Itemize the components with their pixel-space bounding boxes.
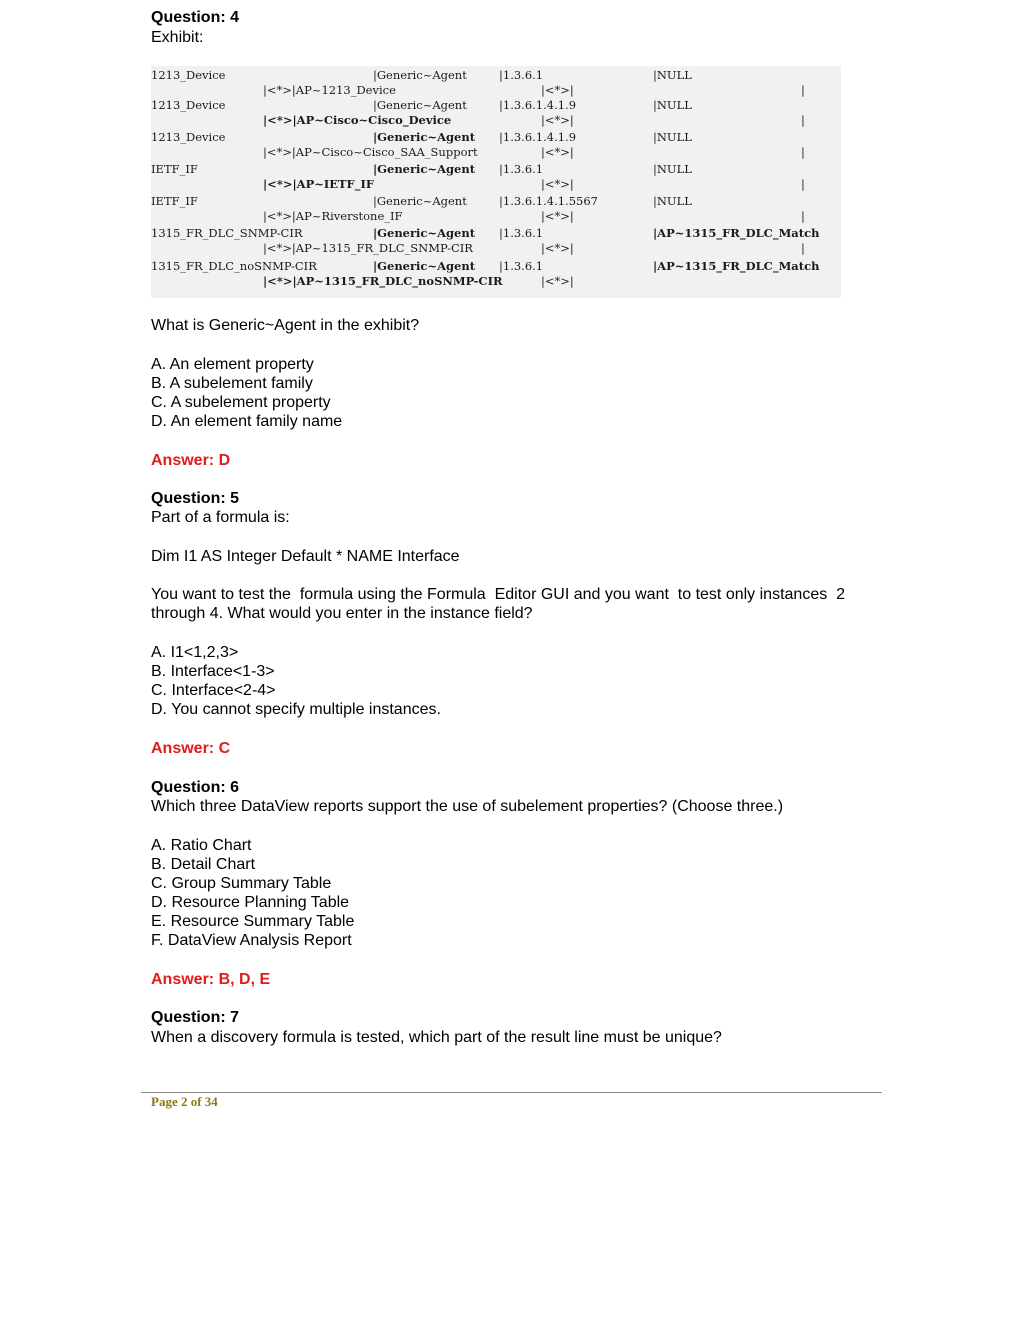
q6-option-a: A. Ratio Chart xyxy=(151,837,252,854)
exhibit-cell-sep2: |<*>| xyxy=(541,145,574,159)
footer-divider xyxy=(141,1092,882,1093)
exhibit-cell-sep1: |<*>|AP~1315_FR_DLC_SNMP-CIR xyxy=(263,241,473,255)
exhibit-cell-family: |Generic~Agent xyxy=(373,130,476,144)
q6-option-d: D. Resource Planning Table xyxy=(151,894,350,911)
exhibit-cell-family: |Generic~Agent xyxy=(373,259,476,273)
exhibit-cell-name: IETF_IF xyxy=(151,162,198,176)
exhibit-cell-sep1: |<*>|AP~IETF_IF xyxy=(263,177,375,191)
q5-option-d: D. You cannot specify multiple instances. xyxy=(151,701,441,718)
q6-answer: Answer: B, D, E xyxy=(151,971,271,988)
exhibit-cell-prop: |NULL xyxy=(653,130,692,144)
q6-option-f: F. DataView Analysis Report xyxy=(151,932,352,949)
question-4-title: Question: 4 xyxy=(151,9,240,26)
exhibit-label: Exhibit: xyxy=(151,29,204,46)
exhibit-cell-oid: |1.3.6.1.4.1.9 xyxy=(499,130,577,144)
exhibit-cell-name: IETF_IF xyxy=(151,194,198,208)
q5-answer: Answer: C xyxy=(151,740,231,757)
exhibit-cell-sep2: |<*>| xyxy=(541,83,574,97)
question-5-intro: Part of a formula is: xyxy=(151,509,290,526)
exhibit-cell-oid: |1.3.6.1 xyxy=(499,68,544,82)
q4-option-d: D. An element family name xyxy=(151,413,343,430)
exhibit-cell-end: | xyxy=(801,113,805,127)
exhibit-cell-end: | xyxy=(801,177,805,191)
q5-option-c: C. Interface<2-4> xyxy=(151,682,276,699)
exhibit-cell-name: 1315_FR_DLC_SNMP-CIR xyxy=(151,226,303,240)
exhibit-cell-end: | xyxy=(801,145,805,159)
question-6-text: Which three DataView reports support the use of subelement properties? (Choose three.) xyxy=(151,798,784,815)
exhibit-image xyxy=(151,66,841,298)
exhibit-cell-sep2: |<*>| xyxy=(541,209,574,223)
exhibit-cell-oid: |1.3.6.1 xyxy=(499,226,544,240)
exhibit-cell-sep1: |<*>|AP~1315_FR_DLC_noSNMP-CIR xyxy=(263,274,503,288)
formula-code: Dim I1 AS Integer Default * NAME Interface xyxy=(151,548,460,565)
exhibit-cell-prop: |NULL xyxy=(653,98,692,112)
exhibit-cell-name: 1315_FR_DLC_noSNMP-CIR xyxy=(151,259,317,273)
exhibit-cell-end: | xyxy=(801,209,805,223)
exhibit-cell-oid: |1.3.6.1 xyxy=(499,162,544,176)
exhibit-cell-oid: |1.3.6.1.4.1.9 xyxy=(499,98,577,112)
exhibit-cell-sep2: |<*>| xyxy=(541,241,574,255)
q4-answer: Answer: D xyxy=(151,452,231,469)
exhibit-cell-prop: |AP~1315_FR_DLC_Match xyxy=(653,259,820,273)
exhibit-cell-family: |Generic~Agent xyxy=(373,226,476,240)
exhibit-cell-prop: |NULL xyxy=(653,68,692,82)
exhibit-cell-sep2: |<*>| xyxy=(541,177,574,191)
exhibit-cell-family: |Generic~Agent xyxy=(373,68,467,82)
exhibit-cell-sep2: |<*>| xyxy=(541,113,574,127)
exhibit-cell-oid: |1.3.6.1.4.1.5567 xyxy=(499,194,598,208)
q4-option-a: A. An element property xyxy=(151,356,314,373)
exhibit-cell-sep1: |<*>|AP~Cisco~Cisco_Device xyxy=(263,113,452,127)
exhibit-cell-family: |Generic~Agent xyxy=(373,98,467,112)
page-number: Page 2 of 34 xyxy=(151,1094,218,1109)
question-7-text: When a discovery formula is tested, which part of the result line must be unique? xyxy=(151,1029,722,1046)
exhibit-cell-sep1: |<*>|AP~1213_Device xyxy=(263,83,396,97)
question-6-title: Question: 6 xyxy=(151,779,240,796)
q5-option-a: A. I1<1,2,3> xyxy=(151,644,239,661)
exhibit-cell-end: | xyxy=(801,83,805,97)
exhibit-cell-name: 1213_Device xyxy=(151,130,226,144)
exhibit-cell-family: |Generic~Agent xyxy=(373,162,476,176)
exhibit-cell-prop: |NULL xyxy=(653,194,692,208)
exhibit-cell-sep1: |<*>|AP~Cisco~Cisco_SAA_Support xyxy=(263,145,478,159)
exhibit-cell-prop: |NULL xyxy=(653,162,692,176)
exhibit-cell-sep2: |<*>| xyxy=(541,274,574,288)
q4-option-b: B. A subelement family xyxy=(151,375,313,392)
q5-option-b: B. Interface<1-3> xyxy=(151,663,275,680)
question-5-title: Question: 5 xyxy=(151,490,240,507)
exhibit-cell-prop: |AP~1315_FR_DLC_Match xyxy=(653,226,820,240)
q4-option-c: C. A subelement property xyxy=(151,394,331,411)
q6-option-b: B. Detail Chart xyxy=(151,856,256,873)
question-5-text-1: You want to test the formula using the Formula Editor GUI and you want to test only instances 2 xyxy=(151,586,845,603)
exhibit-cell-end: | xyxy=(801,241,805,255)
question-7-title: Question: 7 xyxy=(151,1009,240,1026)
q6-option-e: E. Resource Summary Table xyxy=(151,913,355,930)
question-5-text-2: through 4. What would you enter in the instance field? xyxy=(151,605,533,622)
exhibit-cell-family: |Generic~Agent xyxy=(373,194,467,208)
exhibit-cell-sep1: |<*>|AP~Riverstone_IF xyxy=(263,209,403,223)
exhibit-cell-name: 1213_Device xyxy=(151,68,226,82)
exhibit-cell-oid: |1.3.6.1 xyxy=(499,259,544,273)
question-4-text: What is Generic~Agent in the exhibit? xyxy=(151,317,420,334)
q6-option-c: C. Group Summary Table xyxy=(151,875,332,892)
exhibit-cell-name: 1213_Device xyxy=(151,98,226,112)
